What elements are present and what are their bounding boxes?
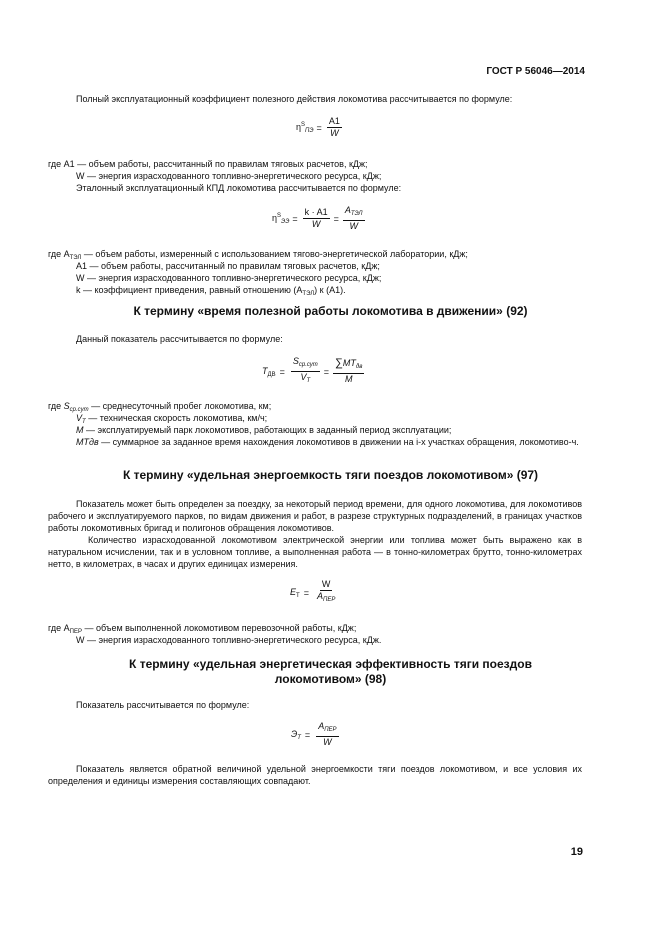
where-2-k: k — коэффициент приведения, равный отношению $(A_{ТЭЛ})$ к (A1). xyxy=(76,285,346,297)
formula-intro-1: Полный эксплуатационный коэффициент полезного действия локомотива рассчитывается по формуле: xyxy=(76,94,513,104)
where-4-w: W — энергия израсходованного топливно-энергетического ресурса, кДж. xyxy=(76,635,382,645)
page-number: 19 xyxy=(570,846,583,858)
where-2-atel: где $A_{ТЭЛ}$ — объем работы, измеренный с использованием тягово-энергетической лаборатории, кДж; xyxy=(48,249,468,261)
where-2-w: W — энергия израсходованного топливно-энергетического ресурса, кДж; xyxy=(76,273,382,283)
paragraph-98: Показатель является обратной величиной удельной энергоемкости тяги поездов локомотивом, и все условия их определения и единицы измерения составляющих совпадают. xyxy=(48,764,582,786)
formula-4: $E_T$ = $\frac{W}{A_{ПЕР}}$ xyxy=(290,579,336,603)
paragraph-97-1: Показатель может быть определен за поездку, за некоторый период времени, для одного локомотива, для локомотивов рабочего и эксплуатируемого парков, по видам движения и работ, в разрезе структурных подразделений, в границах участков работы локомотивных бригад и полигонов обращения локомотивов. xyxy=(48,499,582,533)
formula-5: $Э_T$ = $\frac{A_{ПЕР}}{W}$ xyxy=(291,721,337,747)
section-heading-92: К термину «время полезной работы локомотива в движении» (92) xyxy=(133,304,528,318)
where-4-a: где $A_{ПЕР}$ — объем выполненной локомотивом перевозочной работы, кДж; xyxy=(48,623,357,635)
where-3-m: M — эксплуатируемый парк локомотивов, работающих в заданный период эксплуатации; xyxy=(76,425,452,435)
formula-intro-2: Эталонный эксплуатационный КПД локомотива рассчитывается по формуле: xyxy=(76,183,402,193)
where-1-w: W — энергия израсходованного топливно-энергетического ресурса, кДж; xyxy=(76,171,382,181)
formula-1: $\eta^S_{ПЭ}$ = $\frac{A1}{W}$ xyxy=(296,116,340,138)
formula-2: $\eta^S_{ЭЭ}$ = $\frac{k \cdot A1}{W}$ = $\frac{A_{ТЭЛ}}{W}$ xyxy=(272,205,363,231)
paragraph-97-2: Количество израсходованной локомотивом электрической энергии или топлива может быть выражено как в натуральном исчислении, так и в условном топливе, а выполненная работа — в тонно-километрах брутто, тонно-километрах нетто, в километрах, в часах и других единицах измерения. xyxy=(48,535,582,569)
formula-3: $T_{ДВ}$ = $\frac{S_{ср.сут}}{V_T}$ = $\frac{\sum MT_{дв}}{M}$ xyxy=(262,356,363,384)
intro-98: Показатель рассчитывается по формуле: xyxy=(76,700,250,710)
document-id: ГОСТ Р 56046—2014 xyxy=(486,66,585,77)
section-heading-98: К термину «удельная энергетическая эффективность тяги поездов локомотивом» (98) xyxy=(129,657,532,686)
where-3-v: $V_T$ — техническая скорость локомотива, км/ч; xyxy=(76,413,268,425)
intro-92: Данный показатель рассчитывается по формуле: xyxy=(76,334,283,344)
section-heading-97: К термину «удельная энергоемкость тяги поездов локомотивом» (97) xyxy=(122,468,539,482)
where-2-a1: A1 — объем работы, рассчитанный по правилам тяговых расчетов, кДж; xyxy=(76,261,380,271)
where-1-a: где A1 — объем работы, рассчитанный по правилам тяговых расчетов, кДж; xyxy=(48,159,368,169)
where-3-s: где $S_{ср.сут}$ — среднесуточный пробег локомотива, км; xyxy=(48,401,272,413)
where-3-mt: MTдв — суммарное за заданное время нахождения локомотивов в движении на i-x участках обращения, локомотиво-ч. xyxy=(76,437,579,447)
